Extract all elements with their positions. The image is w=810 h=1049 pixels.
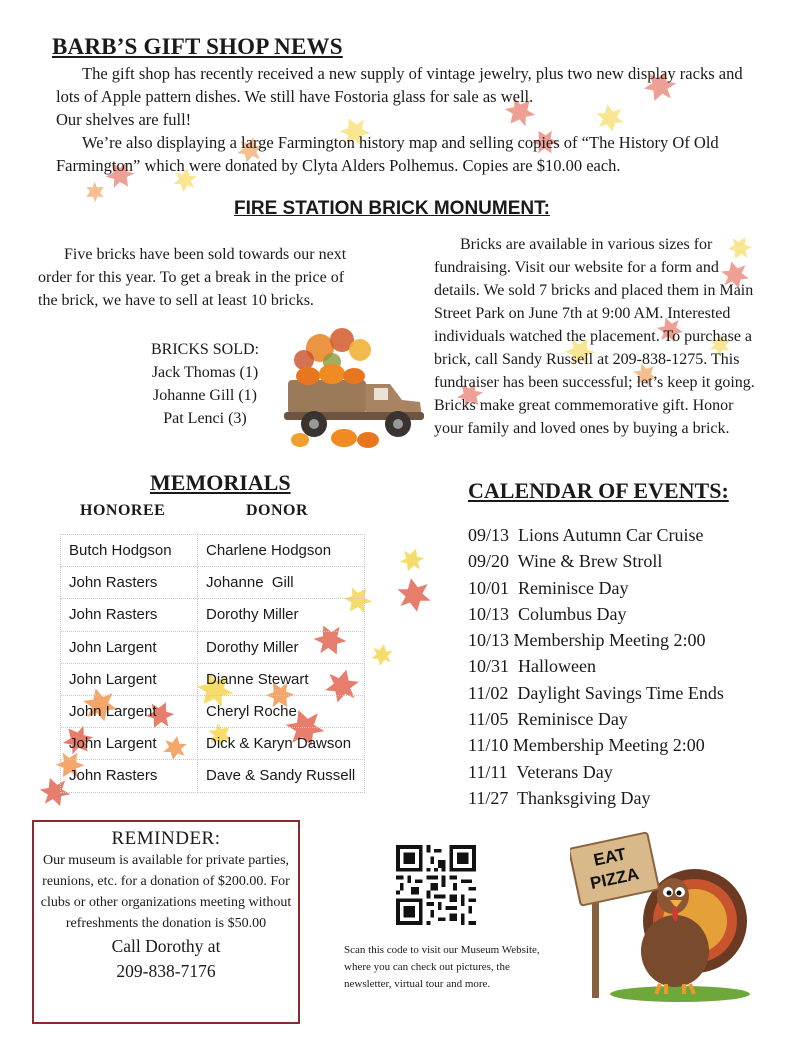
maple-leaf-icon	[370, 642, 393, 667]
list-item: 10/13 Columbus Day	[468, 603, 627, 624]
reminder-call-line: Call Dorothy at	[111, 936, 221, 956]
donor-cell: Charlene Hodgson	[198, 535, 365, 567]
brick-right-text: Bricks are available in various sizes for fundraising. Visit our website for a form and details. We sold 7 bricks and placed them in Main Street Park on June 7th at 9:00 AM. Interested individuals watched the placement. To purchase a brick, call Sandy Russell at 209-838-1275. This fundraiser has been successful; let’s keep it going. Bricks make great commemorative gift. Honor your family and loved ones by buying a brick.	[434, 236, 755, 437]
reminder-body: Our museum is available for private parties, reunions, etc. for a donation of $200.00. For clubs or other organizations meeting without refreshments the donation is $50.00	[40, 853, 292, 931]
donor-cell: Dick & Karyn Dawson	[198, 728, 365, 760]
list-item: 09/20 Wine & Brew Stroll	[468, 551, 663, 572]
list-item: 11/10 Membership Meeting 2:00	[468, 735, 705, 756]
bricks-sold-item: Jack Thomas (1)	[151, 364, 259, 381]
table-row	[61, 631, 365, 663]
honoree-cell: John Largent	[61, 728, 198, 760]
list-item: 11/27 Thanksgiving Day	[468, 787, 651, 808]
donor-cell: Johanne Gill	[198, 567, 365, 599]
honoree-cell: Butch Hodgson	[61, 535, 198, 567]
calendar-title: CALENDAR OF EVENTS:	[468, 478, 729, 503]
qr-caption: Scan this code to visit our Museum Website, where you can check out pictures, the newsletter, virtual tour and more.	[344, 944, 540, 990]
reminder-phone: 209-838-7176	[116, 961, 216, 981]
sign-text-line2: PIZZA	[588, 864, 641, 893]
donor-cell: Dorothy Miller	[198, 631, 365, 663]
donor-cell: Dave & Sandy Russell	[198, 760, 365, 792]
list-item: 10/31 Halloween	[468, 656, 596, 677]
table-row	[61, 728, 365, 760]
memorials-table	[60, 534, 365, 793]
memorials-title: MEMORIALS	[150, 470, 291, 495]
brick-monument-title: FIRE STATION BRICK MONUMENT:	[234, 198, 550, 219]
donor-cell: Dorothy Miller	[198, 599, 365, 631]
table-row	[61, 599, 365, 631]
list-item: 10/01 Reminisce Day	[468, 577, 629, 598]
qr-code-icon[interactable]	[396, 845, 476, 925]
table-row	[61, 760, 365, 792]
list-item: 09/13 Lions Autumn Car Cruise	[468, 525, 704, 545]
bricks-sold-item: Pat Lenci (3)	[163, 410, 247, 427]
truck-icon	[284, 380, 424, 437]
list-item: 10/13 Membership Meeting 2:00	[468, 630, 706, 651]
turkey-illustration	[570, 826, 756, 1006]
gift-shop-paragraph-3: We’re also displaying a large Farmington history map and selling copies of “The History Of Old Farmington” which were donated by Clyta Alders Polhemus. Copies are $10.00 each.	[56, 133, 719, 175]
maple-leaf-icon	[396, 576, 432, 615]
maple-leaf-icon	[398, 545, 427, 575]
honoree-column-header: HONOREE	[80, 502, 166, 519]
bricks-sold-heading: BRICKS SOLD:	[150, 341, 260, 358]
list-item: 11/11 Veterans Day	[468, 761, 613, 782]
grass-icon	[610, 986, 750, 1002]
honoree-cell: John Rasters	[61, 760, 198, 792]
honoree-cell: John Rasters	[61, 599, 198, 631]
honoree-cell: John Rasters	[61, 567, 198, 599]
honoree-cell: John Largent	[61, 663, 198, 695]
table-row	[61, 663, 365, 695]
list-item: 11/05 Reminisce Day	[468, 709, 628, 730]
list-item: 11/02 Daylight Savings Time Ends	[468, 682, 724, 703]
table-row	[61, 695, 365, 727]
honoree-cell: John Largent	[61, 631, 198, 663]
gift-shop-paragraph-2: Our shelves are full!	[56, 110, 192, 129]
bricks-sold-item: Johanne Gill (1)	[153, 387, 257, 404]
pumpkin-truck-illustration	[280, 326, 430, 450]
sign-text-line1: EAT	[591, 844, 628, 870]
brick-left-text: Five bricks have been sold towards our next order for this year. To get a break in the price of the brick, we have to sell at least 10 bricks.	[38, 246, 347, 309]
reminder-title: REMINDER:	[111, 828, 221, 849]
donor-column-header: DONOR	[246, 502, 309, 519]
gift-shop-paragraph-1: The gift shop has recently received a new supply of vintage jewelry, plus two new display racks and lots of Apple pattern dishes. We still have Fostoria glass for sale as well.	[56, 64, 743, 106]
table-row	[61, 535, 365, 567]
table-row	[61, 567, 365, 599]
reminder-box	[32, 820, 300, 1024]
maple-leaf-icon	[82, 179, 108, 205]
honoree-cell: John Largent	[61, 695, 198, 727]
gift-shop-title: BARB’S GIFT SHOP NEWS	[52, 34, 343, 59]
donor-cell: Cheryl Roche	[198, 695, 365, 727]
bricks-sold-list	[140, 338, 270, 430]
events-list	[468, 522, 724, 811]
donor-cell: Dianne Stewart	[198, 663, 365, 695]
